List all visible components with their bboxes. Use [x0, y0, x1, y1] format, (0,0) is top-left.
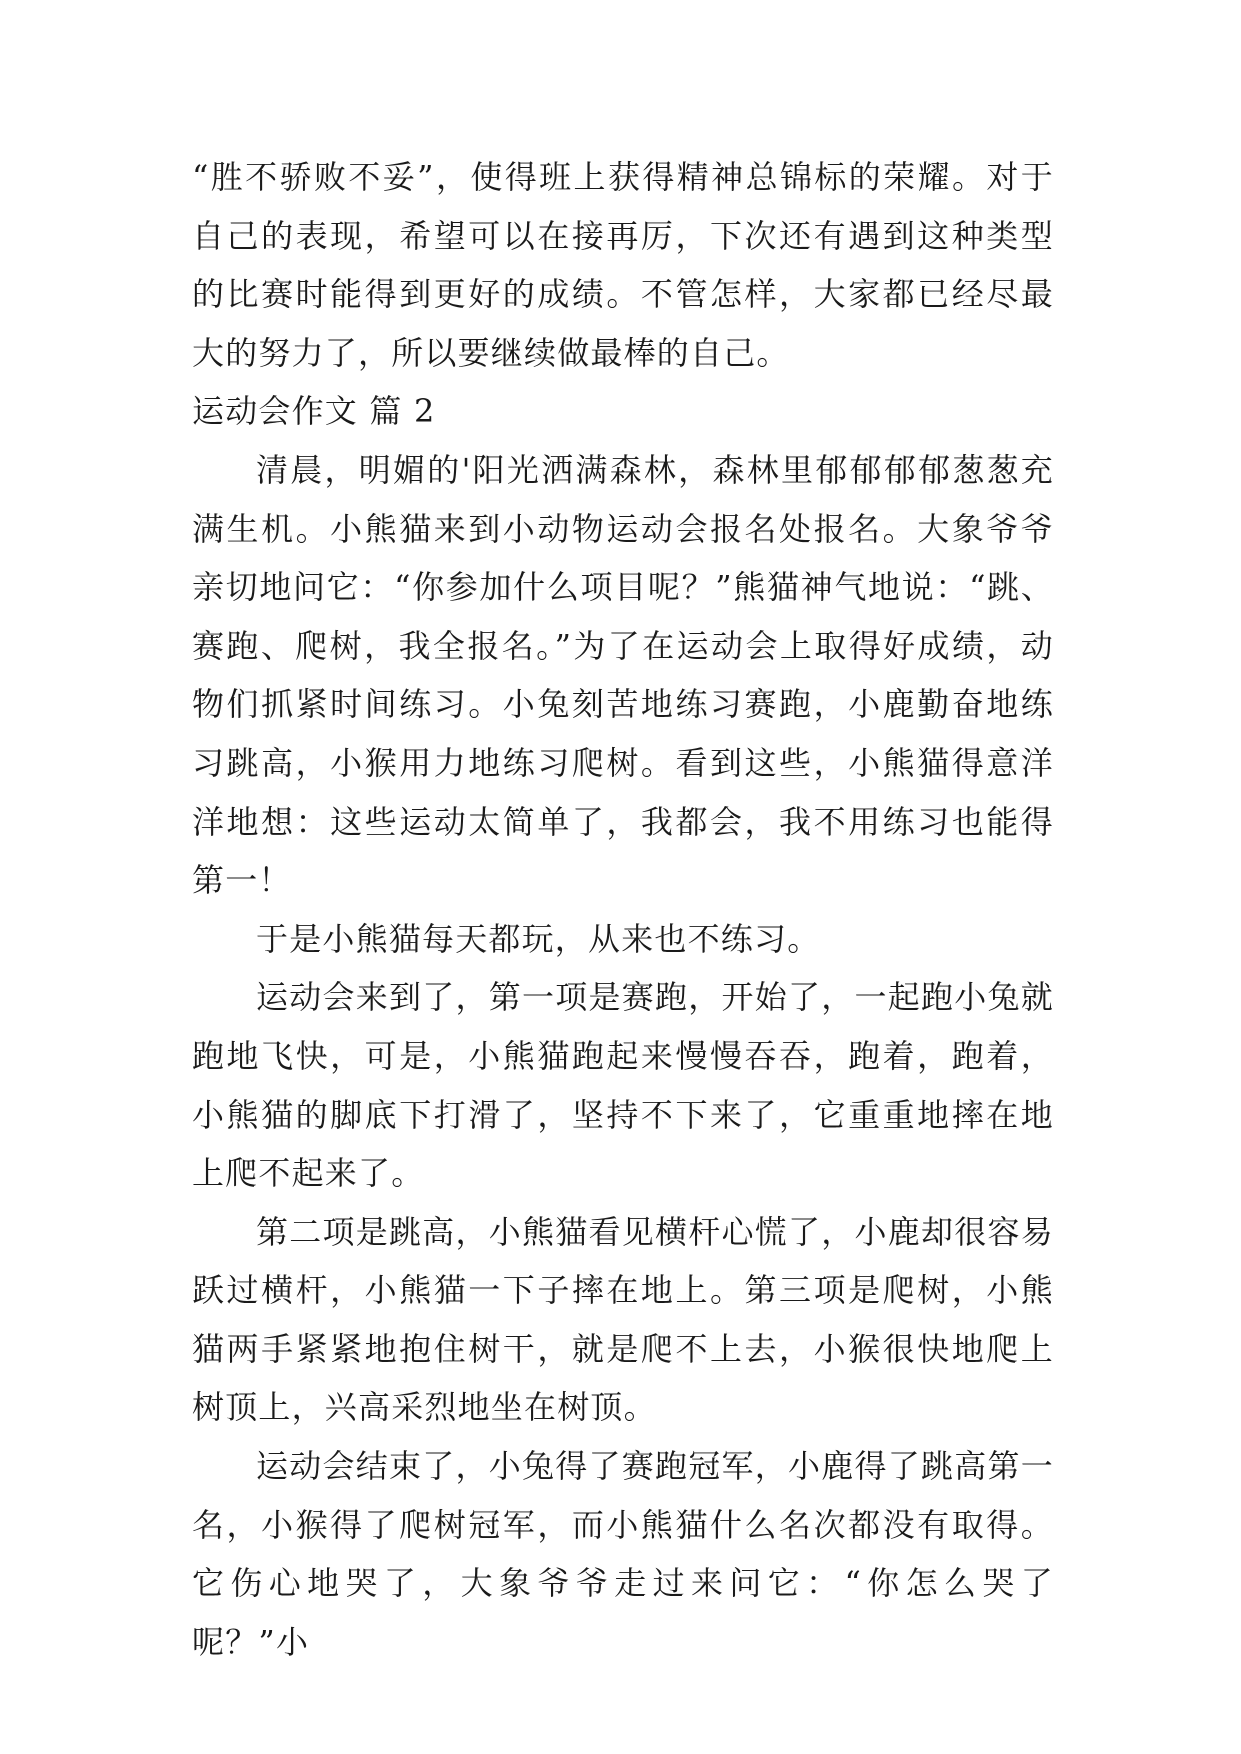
continuation-paragraph: “胜不骄败不妥”，使得班上获得精神总锦标的荣耀。对于自己的表现，希望可以在接再厉，下次还有遇到这种类型的比赛时能得到更好的成绩。不管怎样，大家都已经尽最大的努力了，所以要继续做最棒的自己。: [192, 158, 1054, 372]
paragraph-morning: 清晨，明媚的'阳光洒满森林，森林里郁郁郁郁葱葱充满生机。小熊猫来到小动物运动会报名处报名。大象爷爷亲切地问它：“你参加什么项目呢？”熊猫神气地说：“跳、赛跑、爬树，我全报名。”为了在运动会上取得好成绩，动物们抓紧时间练习。小兔刻苦地练习赛跑，小鹿勤奋地练习跳高，小猴用力地练习爬树。看到这些，小熊猫得意洋洋地想：这些运动太简单了，我都会，我不用练习也能得第一！: [192, 450, 1054, 900]
paragraph-race: 运动会来到了，第一项是赛跑，开始了，一起跑小兔就跑地飞快，可是，小熊猫跑起来慢慢吞吞，跑着，跑着，小熊猫的脚底下打滑了，坚持不下来了，它重重地摔在地上爬不起来了。: [192, 978, 1054, 1193]
section-heading: 运动会作文 篇 2: [192, 392, 436, 431]
document-body: [192, 148, 1054, 1671]
paragraph-results: 运动会结束了，小兔得了赛跑冠军，小鹿得了跳高第一名，小猴得了爬树冠军，而小熊猫什么名次都没有取得。它伤心地哭了，大象爷爷走过来问它：“你怎么哭了呢？”小: [192, 1447, 1054, 1661]
paragraph-no-practice: 于是小熊猫每天都玩，从来也不练习。: [256, 919, 821, 958]
paragraph-high-jump-climb: 第二项是跳高，小熊猫看见横杆心慌了，小鹿却很容易跃过横杆，小熊猫一下子摔在地上。第三项是爬树，小熊猫两手紧紧地抱住树干，就是爬不上去，小猴很快地爬上树顶上，兴高采烈地坐在树顶。: [192, 1212, 1054, 1427]
